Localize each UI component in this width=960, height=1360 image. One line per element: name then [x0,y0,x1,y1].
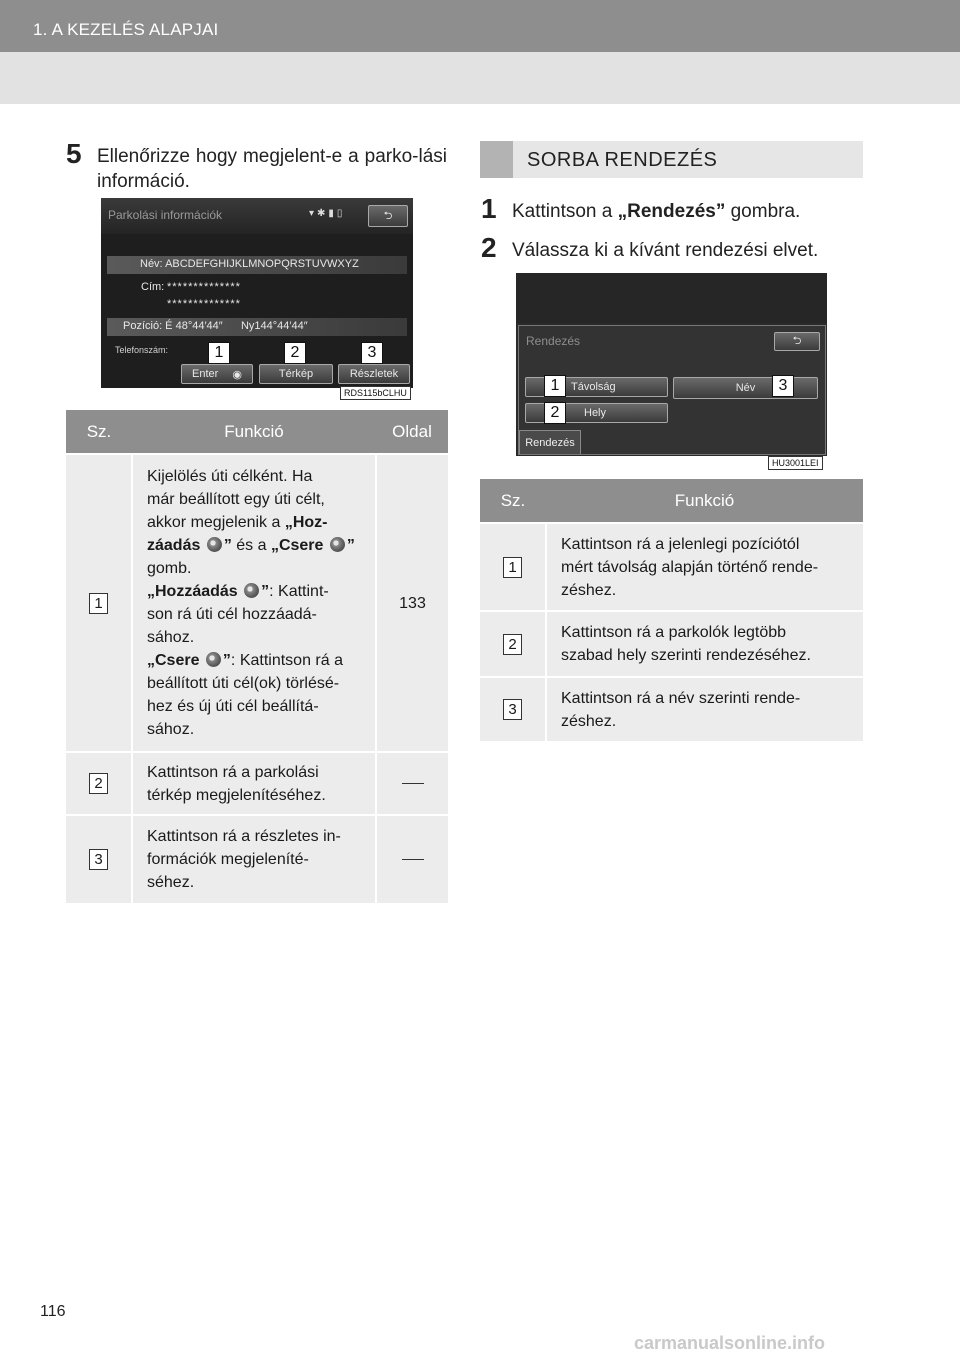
row-number-box: 3 [503,699,522,720]
screen-title: Rendezés [526,334,581,348]
callout-2: 2 [544,402,566,424]
address-line-1: ************** [167,281,241,293]
callout-1: 1 [208,342,230,364]
cd-button-icon [330,537,345,552]
text-span: : Kattint- [269,583,329,600]
text-line: Kattintson rá a név szerinti rende- [561,689,801,707]
back-button[interactable] [774,332,820,351]
text-span: ” [223,537,232,554]
map-label: Térkép [278,368,314,380]
back-icon: ⮌ [383,209,393,222]
text-line: Kijelölés úti célként. Ha [147,468,313,485]
text-line: Kattintson rá a parkolók legtöbb [561,624,787,641]
position-row [107,318,407,336]
screen-top-area [516,273,827,323]
step-text [97,144,447,194]
text-line: son rá úti cél hozzáadá- [147,606,317,623]
callout-2: 2 [284,342,306,364]
row-number [480,523,546,611]
text-line: szabad hely szerinti rendezéséhez. [561,647,811,664]
text-span: és a [231,537,271,554]
row-number [480,677,546,741]
address-label: Cím: [141,281,165,293]
text-span: „Hozzáadás [147,583,243,600]
row-function [132,752,376,815]
enter-label: Enter [192,368,219,380]
text-line [147,649,365,672]
sort-tab[interactable]: Rendezés [519,430,581,454]
row-number-box: 3 [89,849,108,870]
text-line: már beállított egy úti célt, [147,491,325,508]
name-value: Név: ABCDEFGHIJKLMNOPQRSTUVWXYZ [140,258,359,270]
text-span: : Kattintson rá a [230,652,343,669]
name-label: Név [735,382,756,394]
row-function [132,815,376,903]
text-line: sához. [147,721,195,738]
text-line: Kattintson rá a jelenlegi pozíciótól [561,535,800,553]
text-line: Kattintson rá a részletes in- [147,828,341,845]
section-title: SORBA RENDEZÉS [527,149,718,171]
text-line: zéshez. [561,581,617,599]
text-span: gombra. [725,201,801,222]
enter-cd-icon: ◉ [232,368,242,381]
cd-button-icon [244,583,259,598]
row-function [546,611,863,677]
table-header-row [480,479,863,523]
space-label: Hely [584,407,607,419]
text-span: „Csere [147,652,204,669]
screen-title: Parkolási információk [108,208,223,222]
text-line [147,534,365,557]
distance-label: Távolság [571,381,616,393]
text-line: zéshez. [561,712,617,730]
row-page: 133 [376,454,448,752]
row-function [546,523,863,611]
text-span: akkor megjelenik a [147,514,285,531]
cd-button-icon [207,537,222,552]
row-number-box: 2 [89,773,108,794]
table-header-row [66,410,448,454]
text-span: „Csere [270,537,328,554]
col-function: Funkció [546,479,863,523]
text-span: „Rendezés” [617,201,726,222]
text-line: sához. [147,629,195,646]
col-no: Sz. [66,410,132,454]
step-text [512,199,800,224]
sort-screenshot [516,273,827,456]
text-line: hez és új úti cél beállítá- [147,698,319,715]
text-span: ” [261,583,270,600]
table-row [66,454,448,752]
row-number-box: 2 [503,634,522,655]
col-page: Oldal [376,410,448,454]
section-header [480,141,863,178]
col-function: Funkció [132,410,376,454]
text-line: mért távolság alapján történő rende- [561,558,819,576]
chapter-title: 1. A KEZELÉS ALAPJAI [33,20,219,39]
name-row [107,256,407,274]
address-line-2: ************** [167,298,241,310]
row-function [132,454,376,752]
position-value: Pozíció: É 48°44′44″ Ny144°44′44″ [123,320,308,332]
row-number [480,611,546,677]
phone-label: Telefonszám: [115,345,169,355]
table-row [480,523,863,611]
text-line [147,580,365,603]
text-span: Kattintson a [512,201,618,222]
table-row [66,815,448,903]
text-line: térkép megjelenítéséhez. [147,786,326,804]
callout-3: 3 [772,375,794,397]
watermark: carmanualsonline.info [634,1333,826,1353]
row-function [546,677,863,741]
details-label: Részletek [349,368,399,380]
enter-button[interactable] [181,364,253,384]
row-number [66,454,132,752]
row-number [66,752,132,815]
map-button[interactable] [259,364,333,384]
back-icon: ⮌ [792,335,802,347]
text-span: záadás [147,537,205,554]
back-button[interactable] [368,205,408,227]
table-parking-functions [66,410,448,903]
text-line: gomb. [147,560,192,577]
image-code: RDS115bCLHU [340,386,411,400]
details-button[interactable] [338,364,410,384]
row-number-box: 1 [89,593,108,614]
text-line: séhez. [147,874,195,891]
col-no: Sz. [480,479,546,523]
text-line: beállított úti cél(ok) törlésé- [147,675,340,692]
step-number: 5 [66,138,82,169]
row-page [376,815,448,903]
cd-button-icon [206,652,221,667]
text-line [147,511,365,534]
dash-mark [402,783,424,784]
step-number: 1 [481,193,497,224]
text-line: Kattintson rá a parkolási [147,763,319,781]
table-row [480,677,863,741]
dash-mark [402,859,424,860]
text-span: ” [346,537,355,554]
table-row [66,752,448,815]
row-number [66,815,132,903]
name-button[interactable] [673,377,818,399]
image-code: HU3001LEI [768,456,823,470]
status-icons: ▾✱▮▯ [309,208,346,219]
table-sort-functions [480,479,863,741]
row-number-box: 1 [503,557,522,578]
table-row [480,611,863,677]
step-text: Válassza ki a kívánt rendezési elvet. [512,240,819,261]
text-span: „Hoz- [284,514,328,531]
section-header-marker [480,141,513,178]
text-span: ” [222,652,231,669]
page-number: 116 [40,1303,66,1320]
step5-text: Ellenőrizze hogy megjelent-e a parko-lási információ. [97,146,447,192]
header-subbar [0,52,960,104]
callout-3: 3 [361,342,383,364]
step-number: 2 [481,232,497,263]
text-line: formációk megjeleníté- [147,851,309,868]
callout-1: 1 [544,375,566,397]
row-page [376,752,448,815]
